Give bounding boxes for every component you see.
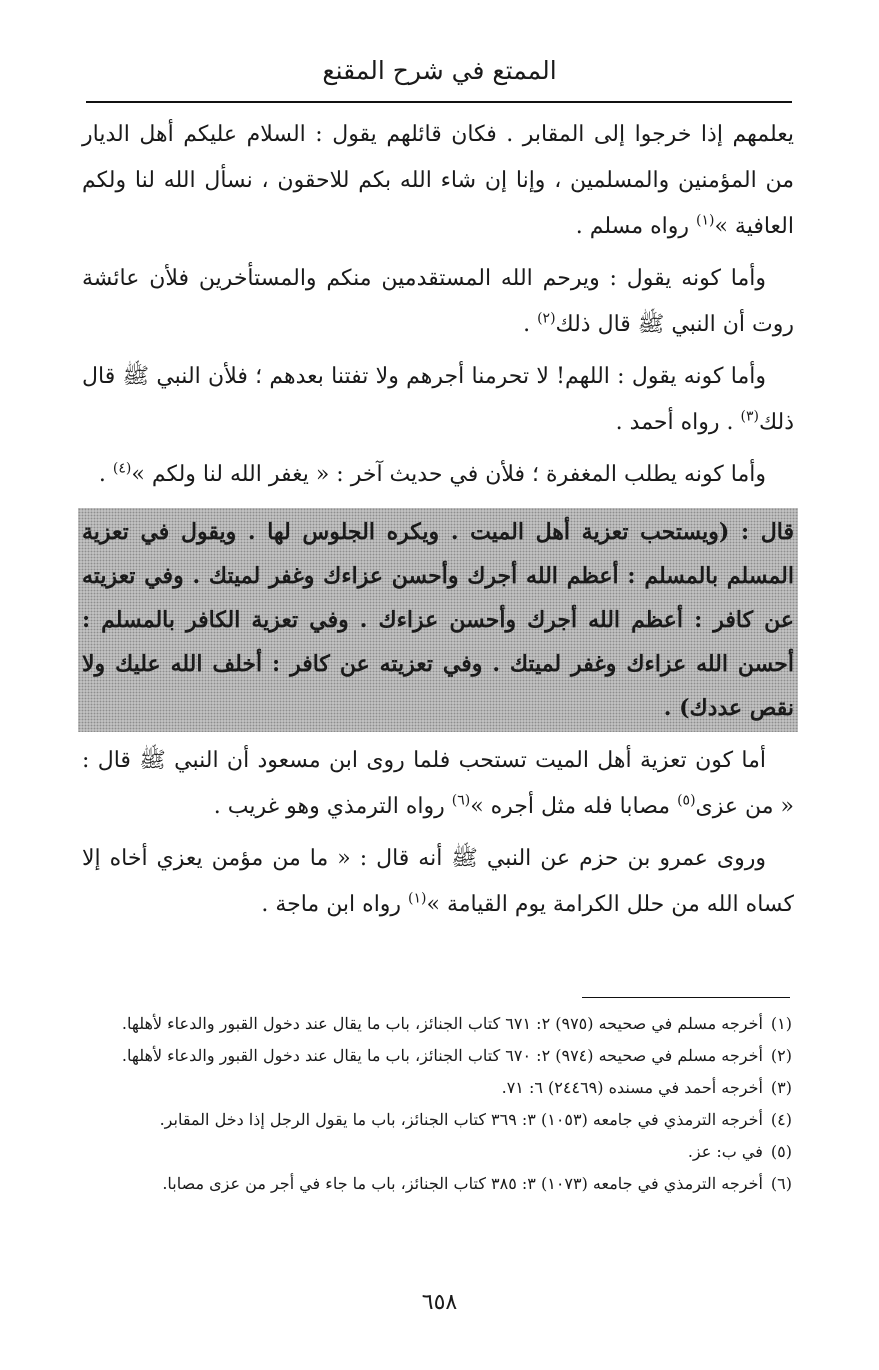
footnote-ref-6[interactable]: (٦) [451,792,471,809]
footnote-item [80,1042,792,1070]
footnote-text: أخرجه مسلم في صحيحه (٩٧٤) ٢: ٦٧٠ كتاب الجنائز، باب ما يقال عند دخول القبور والدعاء لأهلها. [121,1046,763,1065]
matn-text: قال : (ويستحب تعزية أهل الميت . ويكره الجلوس لها . ويقول في تعزية المسلم بالمسلم : أعظم الله أجرك وأحسن عزاءك وغفر لميتك . وفي تعزيته عن كافر : أعظم الله أجرك وأحسن عزاءك . وفي تعزية الكافر بالمسلم : أحسن الله عزاءك وغفر لميتك . وفي تعزيته عن كافر : أخلف الله عليك ولا نقص عددك) . [82,519,794,721]
footnote-ref-4[interactable]: (٤) [112,460,132,477]
paragraph-5 [82,738,794,830]
paragraph-2 [82,256,794,348]
footnote-text: في ب: عز. [687,1142,763,1161]
footnote-item [80,1010,792,1038]
paragraph-5-text-a: أما كون تعزية أهل الميت تستحب فلما روى ابن مسعود أن النبي ﷺ قال : « من عزى [82,748,794,819]
paragraph-3-tail: . رواه أحمد . [615,410,741,435]
footnote-ref-3[interactable]: (٣) [740,408,759,425]
paragraph-6-text: وروى عمرو بن حزم عن النبي ﷺ أنه قال : « ما من مؤمن يعزي أخاه إلا كساه الله من حلل الكرامة يوم القيامة » [82,846,794,917]
paragraph-2-tail: . [523,312,538,337]
footnote-number: (٦) [770,1174,792,1193]
footnote-number: (٤) [770,1110,792,1129]
page-number: ٦٥٨ [421,1290,458,1315]
paragraph-4-text: وأما كونه يطلب المغفرة ؛ فلأن في حديث آخر : « يغفر الله لنا ولكم » [131,462,766,487]
paragraph-3-text: وأما كونه يقول : اللهم! لا تحرمنا أجرهم ولا تفتنا بعدهم ؛ فلأن النبي ﷺ قال ذلك [82,364,794,435]
paragraph-1-text: يعلمهم إذا خرجوا إلى المقابر . فكان قائلهم يقول : السلام عليكم أهل الديار من المؤمنين والمسلمين ، وإنا إن شاء الله بكم للاحقون ، نسأل الله لنا ولكم العافية » [82,122,794,239]
header-rule [86,101,792,103]
footnote-text: أخرجه الترمذي في جامعه (١٠٥٣) ٣: ٣٦٩ كتاب الجنائز، باب ما يقول الرجل إذا دخل المقابر. [159,1110,763,1129]
paragraph-6-tail: رواه ابن ماجة . [261,892,409,917]
footnote-ref-1[interactable]: (١) [695,212,715,229]
footnote-number: (٥) [770,1142,792,1161]
running-header-title: الممتع في شرح المقنع [322,56,557,85]
footnote-ref-2[interactable]: (٢) [537,310,556,327]
paragraph-5-text-b: مصابا فله مثل أجره » [470,794,678,819]
footnote-separator [582,997,790,998]
footnote-item [80,1138,792,1166]
paragraph-5-tail: رواه الترمذي وهو غريب . [213,794,452,819]
paragraph-2-text: وأما كونه يقول : ويرحم الله المستقدمين منكم والمستأخرين فلأن عائشة روت أن النبي ﷺ قال ذلك [82,266,794,337]
paragraph-4-tail: . [98,462,113,487]
highlighted-matn-block [78,508,798,732]
footnote-item [80,1106,792,1134]
footnotes [80,1010,792,1202]
paragraph-1-tail: رواه مسلم . [575,214,689,239]
footnote-number: (٢) [770,1046,792,1065]
paragraph-6 [82,836,794,928]
footnote-item [80,1170,792,1198]
main-text [82,112,794,934]
paragraph-4 [82,452,794,498]
footnote-item [80,1074,792,1102]
footnote-ref-5[interactable]: (٥) [677,792,696,809]
paragraph-1 [82,112,794,250]
footnote-text: أخرجه أحمد في مسنده (٢٤٤٦٩) ٦: ٧١. [501,1078,763,1097]
paragraph-3 [82,354,794,446]
footnote-number: (١) [770,1014,792,1033]
footnote-ref-next-1[interactable]: (١) [408,890,427,907]
footnote-text: أخرجه الترمذي في جامعه (١٠٧٣) ٣: ٣٨٥ كتاب الجنائز، باب ما جاء في أجر من عزى مصابا. [162,1174,763,1193]
footnote-number: (٣) [770,1078,792,1097]
footnote-text: أخرجه مسلم في صحيحه (٩٧٥) ٢: ٦٧١ كتاب الجنائز، باب ما يقال عند دخول القبور والدعاء لأهلها. [121,1014,763,1033]
